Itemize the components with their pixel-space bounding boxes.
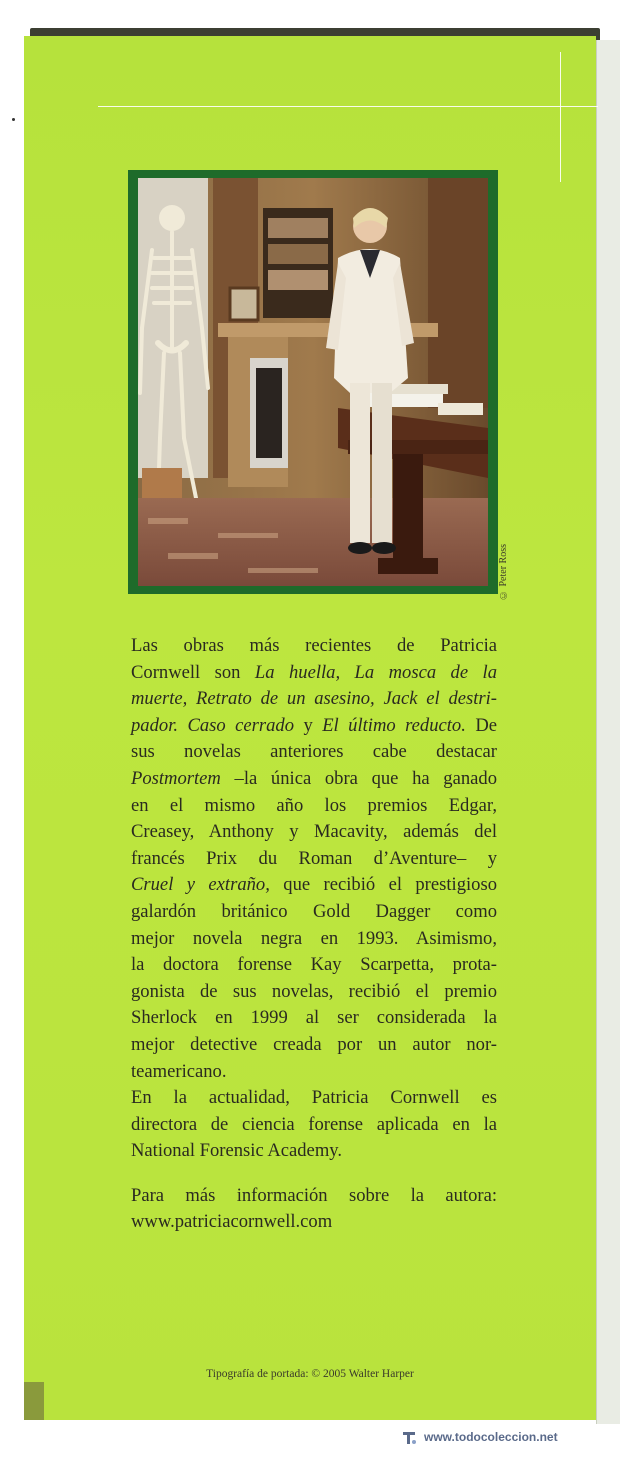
text-line	[131, 846, 497, 873]
text-run: De	[465, 714, 497, 736]
text-run: National Forensic Academy.	[131, 1140, 343, 1162]
text-run: mejor novela negra en 1993. Asimismo,	[131, 927, 497, 949]
site-watermark[interactable]	[400, 1426, 610, 1448]
italic-title: La huella, La mosca de la	[254, 661, 497, 683]
text-run: teamericano.	[131, 1060, 227, 1082]
italic-title: pador. Caso cerrado	[131, 714, 294, 736]
watermark-text: www.todocoleccion.net	[424, 1430, 558, 1444]
text-run: Las obras más recientes de Patricia	[131, 635, 497, 656]
text-line	[131, 872, 497, 899]
author-photo	[138, 178, 488, 586]
text-run: galardón británico Gold Dagger como	[131, 900, 497, 922]
text-line	[131, 952, 497, 979]
text-run: la doctora forense Kay Scarpetta, prota-	[131, 954, 497, 976]
text-run: Cornwell son	[131, 661, 255, 683]
italic-title: Cruel y extraño,	[131, 874, 270, 896]
decorative-line-vertical	[560, 52, 561, 182]
text-run: y	[294, 714, 323, 736]
text-run: Creasey, Anthony y Macavity, además del	[131, 821, 497, 843]
italic-title: muerte, Retrato de un asesino, Jack el destri-	[131, 688, 497, 710]
text-line	[131, 766, 497, 793]
text-line	[131, 899, 497, 926]
author-biography	[131, 633, 497, 1236]
text-line	[131, 633, 497, 660]
text-run: gonista de sus novelas, recibió el premio	[131, 980, 497, 1002]
text-run: mejor detective creada por un autor nor-	[131, 1033, 497, 1055]
photo-credit: © Peter Ross	[498, 544, 509, 600]
corner-color-bar	[24, 1382, 44, 1420]
italic-title: Postmortem	[131, 767, 221, 789]
text-line	[131, 1005, 497, 1032]
text-run: que recibió el prestigioso	[269, 874, 497, 896]
text-line	[131, 1059, 497, 1086]
italic-title: El último reducto.	[322, 714, 466, 736]
text-run: En la actualidad, Patricia Cornwell es	[131, 1087, 497, 1109]
text-run: francés Prix du Roman d’Aventure– y	[131, 847, 497, 869]
text-line	[131, 1209, 497, 1236]
text-line	[131, 739, 497, 766]
text-run: www.patriciacornwell.com	[131, 1211, 333, 1233]
text-line	[131, 819, 497, 846]
text-line	[131, 1138, 497, 1165]
text-line	[131, 1085, 497, 1112]
paragraph-gap	[131, 1165, 497, 1183]
more-info-paragraph	[131, 1183, 497, 1236]
text-run: Sherlock en 1999 al ser considerada la	[131, 1007, 497, 1029]
text-run: en el mismo año los premios Edgar,	[131, 794, 497, 816]
cover-typography-credit: Tipografía de portada: © 2005 Walter Harper	[206, 1368, 414, 1380]
text-line	[131, 660, 497, 687]
text-line	[131, 713, 497, 740]
text-run: –la única obra que ha ganado	[220, 767, 497, 789]
author-photo-frame	[128, 170, 498, 594]
text-run: directora de ciencia forense aplicada en la	[131, 1113, 497, 1135]
text-line	[131, 926, 497, 953]
todocoleccion-logo-icon	[400, 1428, 418, 1446]
text-run: Para más información sobre la autora:	[131, 1184, 497, 1206]
cover-edge-strip	[596, 40, 620, 1424]
text-line	[131, 1112, 497, 1139]
text-line	[131, 686, 497, 713]
text-line	[131, 979, 497, 1006]
author-photo-illustration	[138, 178, 488, 586]
scan-speck	[12, 118, 15, 121]
text-line	[131, 1032, 497, 1059]
biography-paragraph	[131, 633, 497, 1165]
text-line	[131, 1183, 497, 1210]
text-run: sus novelas anteriores cabe destacar	[131, 741, 497, 763]
text-line	[131, 793, 497, 820]
decorative-line-horizontal	[98, 106, 598, 107]
